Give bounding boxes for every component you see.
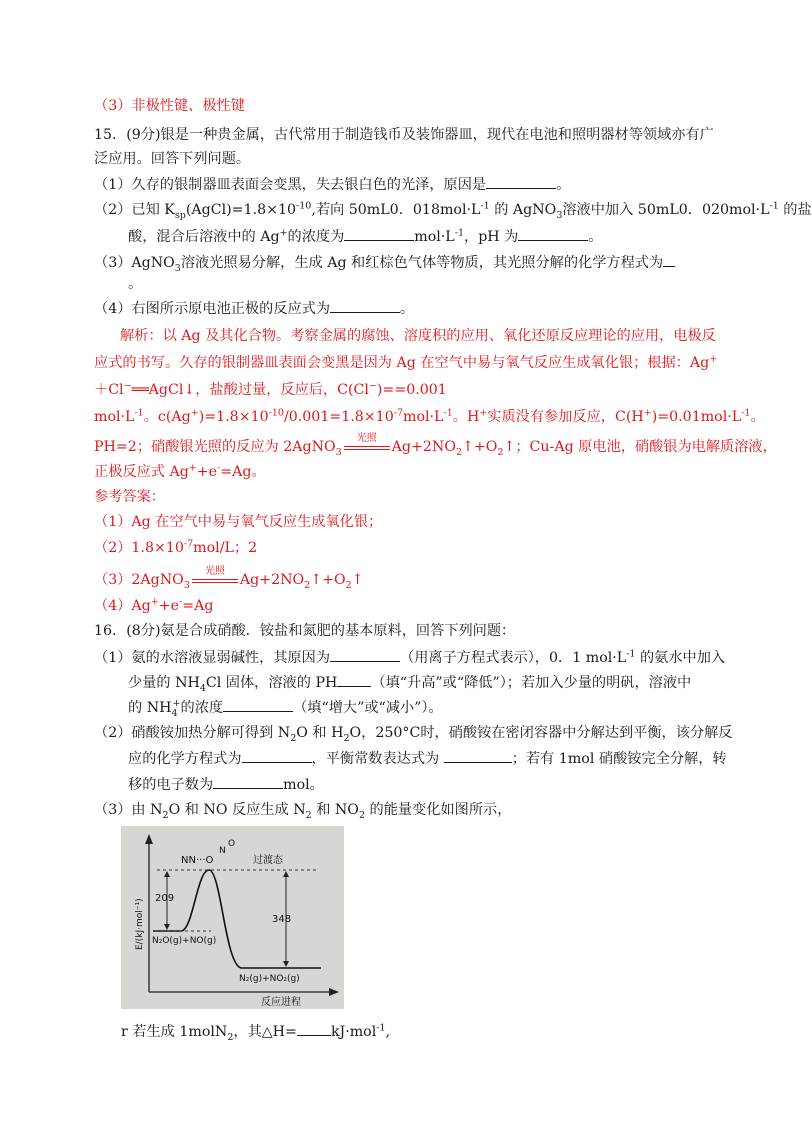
answer-blank [242,748,312,763]
answer-3: （3）2AgNO$_3$ 光照 $Ag+2NO_2↑+O_2↑$ [94,566,364,591]
energy-curve [153,870,321,968]
q15-intro-line2: 泛应用。回答下列问题。 [94,151,251,167]
answer-blank [297,1021,331,1036]
q16-part2-line3: 移的电子数为 mol。 [128,774,324,795]
answer-4: （4）Ag++e-=Ag [94,596,214,614]
answer-blank [223,697,293,712]
q15-part2-line1: （2）已知 $K_{sp}(AgCl)=1.8\times 10^{-10}$,若向 50mL0．$018mol\cdot L^{-1}$ 的 AgNO$_3$溶液中加入 50mL0．$020mol\cdot L^{-1}$ 的盐 [94,200,812,221]
ea-label: 209 [155,893,175,904]
q15-intro-line1: 15．(9分)银是一种贵金属，古代常用于制造钱币及装饰器皿，现代在电池和照明器材等领域亦有广 [94,127,714,143]
answer-blank [213,774,283,789]
q16-part1-line2: 少量的 $NH_4Cl$ 固体，溶液的 PH （填“升高”或“降低”）；若加入少量的明矾，溶液中 [128,672,691,693]
q15-part3-end: 。 [128,276,143,292]
q16-part1-line3: 的 $NH_4^+$的浓度 （填“增大”或“减小”）。 [128,698,443,719]
ts-n-label: N [219,846,226,856]
q15-part2-line2: 酸，混合后溶液中的 Ag+的浓度为 $mol\cdot L^{-1}$，pH 为 。 [128,227,603,245]
q16-part3-question: r 若生成 1molN$_2$，其△H= kJ·mol$^{-1}$, [121,1022,391,1043]
y-axis-arrow [145,834,153,844]
q16-part1-line1: （1）氨的水溶液显弱碱性，其原因为 （用离子方程式表示），0．1 $mol\cdot L^{-1}$ 的氨水中加入 [94,648,726,666]
light-arrow: 光照 [190,570,240,584]
q16-part2-line1: （2）硝酸铵加热分解可得到 $N_2O$ 和 $H_2O$，250°C时，硝酸铵在密闭容器中分解达到平衡，该分解反 [94,725,733,744]
answer-blank [486,174,556,189]
answer-blank [663,252,675,267]
analysis-line4: $mol\cdot L^{-1}$。$c(Ag^+)=1.8\times 10^{-10}/0.001=1.8\times 10^{-7}mol\cdot L^{-1}$。H+实质没有参加反应，$C(H^+)=0.01mol\cdot L^{-1}$。 [94,407,765,425]
q16-part3: （3）由 $N_2O$ 和 NO 反应生成 $N_2$ 和 $NO_2$ 的能量变化如图所示， [94,802,512,821]
answer-blank [344,226,414,241]
analysis-line5: PH=2；硝酸银光照的反应为 2AgNO$_3$ 光照 $Ag+2NO_2↑+O_2↑$；Cu-Ag 原电池，硝酸银为电解质溶液， [94,433,777,458]
answer-blank [337,672,371,687]
answer-blank [518,226,588,241]
reference-answer-heading: 参考答案： [94,489,165,505]
answer-blank [444,748,512,763]
x-axis-arrow [329,988,339,996]
answer-blank [330,298,400,313]
x-axis-label: 反应进程 [261,997,301,1008]
q16-intro: 16．(8分)氨是合成硝酸．铵盐和氮肥的基本原料，回答下列问题： [94,623,516,639]
answer-blank [330,647,400,662]
answer-1: （1）Ag 在空气中易与氧气反应生成氧化银； [94,514,383,530]
transition-state-name: 过渡态 [253,855,283,866]
q15-part4: （4）右图所示原电池正极的反应式为 。 [94,298,414,319]
analysis-line3: ＋Cl−══AgCl↓，盐酸过量，反应后，C(Cl−)==0.001 [94,380,447,398]
energy-diagram [121,826,344,1009]
reactants-label: N₂O(g)+NO(g) [152,936,217,946]
y-axis-label: E/(kJ·mol⁻¹) [135,898,145,950]
answer-2: $(2)1.8\times 10^{-7}mol/L$；2 [94,538,258,556]
q16-part2-line2: 应的化学方程式为 ，平衡常数表达式为 ；若有 1mol 硝酸铵完全分解，转 [128,748,727,769]
light-arrow: 光照 [342,437,392,451]
analysis-line2: 应式的书写。久存的银制器皿表面会变黑是因为 Ag 在空气中易与氧气反应生成氧化银；根据：Ag+ [94,353,718,371]
ts-o-label: O [228,839,236,849]
prev-answer: （3）非极性键、极性键 [94,98,245,114]
delta-label: 348 [272,914,292,925]
analysis-line1: 解析：以 Ag 及其化合物。考察金属的腐蚀、溶度积的应用、氧化还原反应理论的应用，电极反 [120,328,716,344]
transition-state-label: NN···O [181,855,214,866]
energy-diagram-photo [121,826,344,1009]
products-label: N₂(g)+NO₂(g) [239,974,300,984]
q15-part1: （1）久存的银制器皿表面会变黑，失去银白色的光泽，原因是 。 [94,174,570,195]
analysis-line6: 正极反应式 Ag++e-=Ag。 [94,462,266,480]
q15-part3: （3）AgNO$_3$溶液光照易分解，生成 Ag 和红棕色气体等物质，其光照分解的化学方程式为 [94,252,675,273]
